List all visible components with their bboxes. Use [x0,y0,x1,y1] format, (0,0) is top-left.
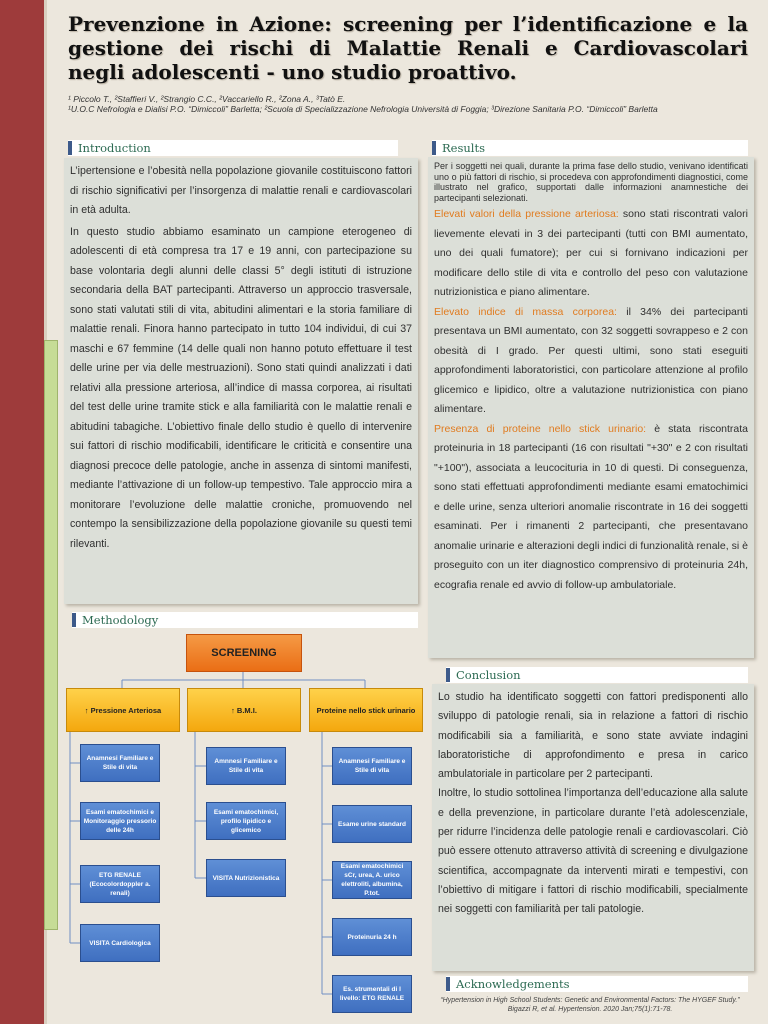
screening-box: SCREENING [186,634,302,672]
heading-marker [68,141,72,155]
introduction-heading-text: Introduction [78,141,151,155]
results-protein-text: è stata riscontrata proteinuria in 18 partecipanti (16 con risultati "+30" e 2 con risultati "+100"), associata a leucocituria in 10 di questi. Di conseguenza, sono stati effettuati approfondimenti mediante esami ematochimici e delle urine, senza ulteriori anomalie riscontrate in 16 dei soggetti esaminati. Per i rimanenti 2 partecipanti, che presentavano anomalie urinarie e alterazioni degli indici di funzionalità renale, si è proseguito con un iter diagnostico comprensivo di proteinuria 24h, ecografia renale ed avvio di follow-up ambulatoriale. [434,422,749,591]
bmi-esami-box: Esami ematochimici, profilo lipidico e glicemico [206,802,286,840]
pa-esami-box: Esami ematochimici e Monitoraggio pressorio delle 24h [80,802,160,840]
heading-marker [446,977,450,991]
conclusion-paragraph-2: Inoltre, lo studio sottolinea l’importanza dell’educazione alla salute e della prevenzione, in particolare durante l’età adolescenziale, per ridurre l’incidenza delle patologie renali e cardiovascolari. Ciò può essere ottenuto attraverso attività di screening e divulgazione scientifica, accompagnate da interventi mirati e tempestivi, con l’obiettivo di mitigare i fattori di rischio modificabili, specialmente nei soggetti con familiarità per tali patologie. [438,787,748,916]
acknowledgements-heading [446,976,748,992]
results-bmi-paragraph [434,303,748,420]
category-pressione-arteriosa: ↑ Pressione Arteriosa [66,688,180,732]
conclusion-box [432,684,754,971]
acknowledgements-heading-text: Acknowledgements [456,977,570,991]
results-intro: Per i soggetti nei quali, durante la prima fase dello studio, venivano identificati uno o più fattori di rischio, si procedeva con approfondimenti diagnostici, come illustrato nel grafico, supportati dalle informazioni anamnestiche dei partecipanti selezionati. [434,161,748,203]
prot-esame-urine-box: Esame urine standard [332,805,412,843]
introduction-heading [68,140,398,156]
affiliations-line: ¹U.O.C Nefrologia e Dialisi P.O. “Dimiccoli” Barletta; ²Scuola di Specializzazione Nefrologia Università di Foggia; ³Direzione Sanitaria P.O. “Dimiccoli” Barletta [68,104,658,114]
pa-etg-box: ETG RENALE (Ecocolordoppler a. renali) [80,865,160,903]
results-box [428,157,754,658]
green-accent-bar [44,340,58,930]
screening-flowchart [60,628,420,1018]
prot-esami-ematochimici-box: Esami ematochimici sCr, urea, A. urico elettroliti, albumina, P.tot. [332,861,412,899]
heading-marker [446,668,450,682]
methodology-heading-text: Methodology [82,613,159,627]
intro-paragraph-2: In questo studio abbiamo esaminato un campione eterogeneo di adolescenti di età compresa tra 17 e 19 anni, con partecipazione su base volontaria degli alunni delle classi 5° degli istituti di istruzione secondaria della BAT partecipanti. Attraverso un approccio trasversale, sono stati valutati stili di vita, abitudini alimentari e la storia familiare di malattie renali. Finora hanno partecipato in tutto 104 individui, di cui 37 maschi e 67 femmine (14 delle quali non hanno potuto effettuare il test delle urine per via delle mestruazioni). Sono stati quindi analizzati i dati relativi alla pressione arteriosa, all’indice di massa corporea, ai risultati del test delle urine tramite stick e alla familiarità con le malattie renali e abitudini tabagiche. L’obiettivo finale dello studio è quello di intervenire sui fattori di rischio modificabili, identificare le criticità e consentire una diagnosi precoce delle patologie, anche in assenza di sintomi manifesti, mediante l’attivazione di un follow-up tempestivo. Tale approccio mira a monitorare l’evoluzione delle malattie croniche, promuovendo nel contempo la sensibilizzazione della popolazione giovanile su questi temi rilevanti. [70,225,412,550]
methodology-heading [72,612,418,628]
conclusion-heading-text: Conclusion [456,668,521,682]
conclusion-paragraph-1: Lo studio ha identificato soggetti con fattori predisponenti allo sviluppo di patologie renali, sia in relazione a fattori di rischio modificabili sia a familiarità, e sono state avviate indagini laboratoristiche di approfondimento e presa in carico ambulatoriale in particolare per 2 partecipanti. [438,691,748,781]
conclusion-heading [446,667,748,683]
bmi-anamnesi-box: Amnnesi Familiare e Stile di vita [206,747,286,785]
acknowledgements-reference: “Hypertension in High School Students: Genetic and Environmental Factors: The HYGEF Study.” Bigazzi R, et al. Hypertension. 2020 Jan;75(1):71-78. [440,997,740,1013]
heading-marker [432,141,436,155]
intro-paragraph-1: L’ipertensione e l’obesità nella popolazione giovanile costituiscono fattori di rischio significativi per l’insorgenza di malattie renali e cardiovascolari in età adulta. [70,165,412,216]
introduction-box [64,158,418,604]
results-bmi-text: il 34% dei partecipanti presentava un BMI aumentato, con 32 soggetti sovrappeso e 2 con obesità di I grado. Per questi ultimi, sono stati eseguiti approfondimenti laboratoristici, con particolare attenzione al profilo glicemico e lipidico, oltre a valutazione nutrizionistica con piano alimentare. [434,305,748,415]
category-bmi: ↑ B.M.I. [187,688,301,732]
results-heading [432,140,748,156]
results-protein-paragraph [434,420,748,596]
results-pressure-text: sono stati riscontrati valori lievemente elevati in 3 dei partecipanti (tutti con BMI aumentato, uno dei quali fumatore); per cui si fornivano indicazioni per modificare dello stile di vita e controllo del peso con valutazione nutrizionistica e piano alimentare. [434,208,748,298]
results-protein-heading: Presenza di proteine nello stick urinario: [434,422,647,435]
prot-proteinuria-box: Proteinuria 24 h [332,918,412,956]
pa-anamnesi-box: Anamnesi Familiare e Stile di vita [80,744,160,782]
category-proteine: Proteine nello stick urinario [309,688,423,732]
prot-anamnesi-box: Anamnesi Familiare e Stile di vita [332,747,412,785]
heading-marker [72,613,76,627]
results-bmi-heading: Elevato indice di massa corporea: [434,305,617,318]
pa-visita-box: VISITA Cardiologica [80,924,160,962]
results-heading-text: Results [442,141,485,155]
results-pressure-paragraph [434,205,748,303]
authors-block [68,94,748,114]
left-decorative-band [0,0,44,1024]
results-pressure-heading: Elevati valori della pressione arteriosa: [434,208,619,220]
bmi-visita-box: VISITA Nutrizionistica [206,859,286,897]
prot-strumentali-box: Es. strumentali di I livello: ETG RENALE [332,975,412,1013]
authors-line: ¹ Piccolo T., ²Staffieri V., ²Strangio C.C., ²Vaccariello R., ²Zona A., ³Tatò E. [68,94,346,104]
poster-title: Prevenzione in Azione: screening per l’identificazione e la gestione dei rischi di Malattie Renali e Cardiovascolari negli adolescenti - uno studio proattivo. [68,12,748,84]
